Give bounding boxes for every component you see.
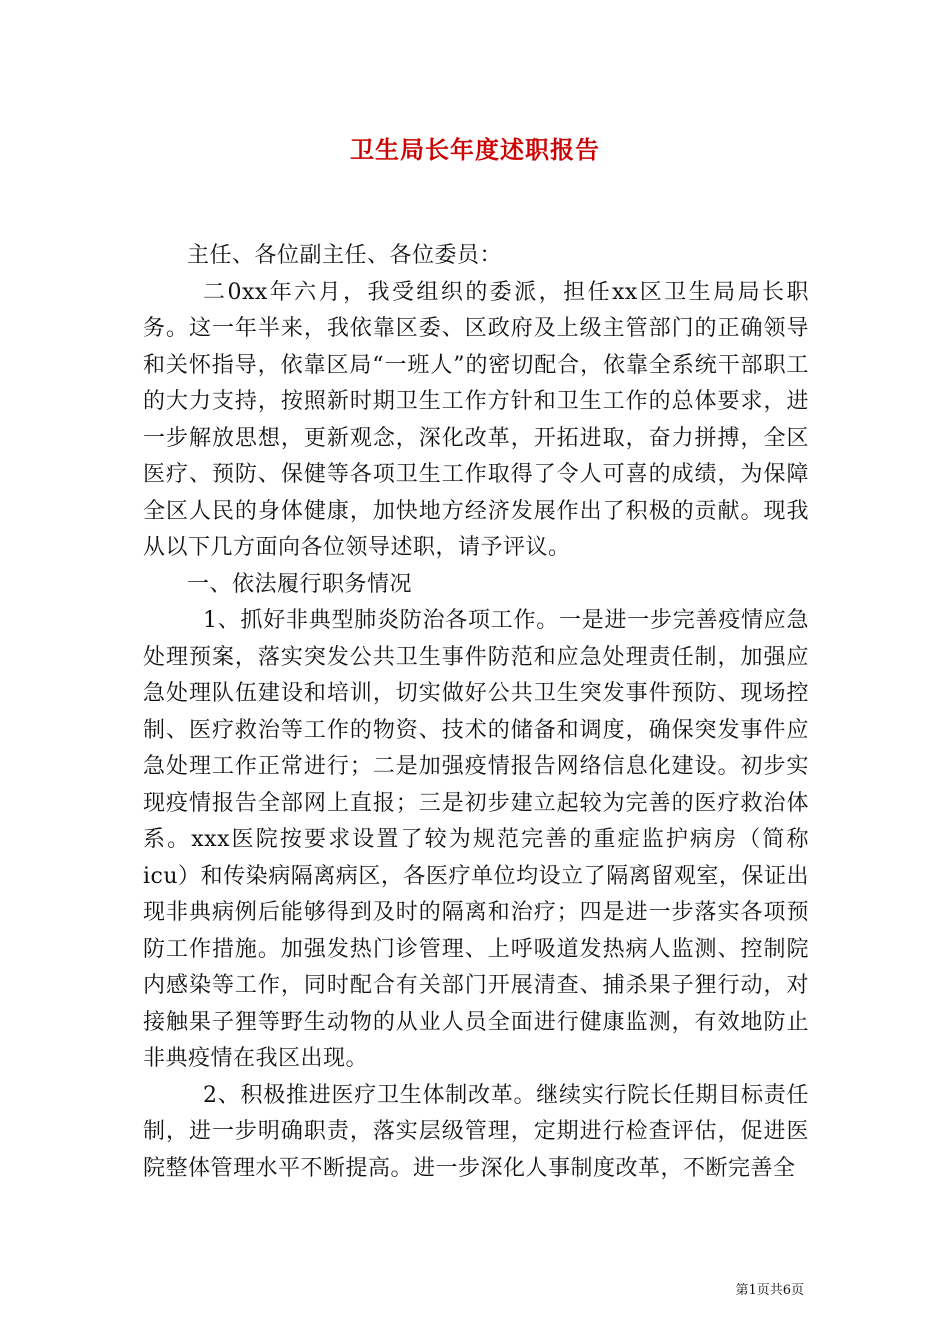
document-body	[143, 238, 809, 1187]
section-heading: 一、依法履行职务情况	[187, 571, 413, 597]
item-paragraph-2: 2、积极推进医疗卫生体制改革。继续实行院长任期目标责任制，进一步明确职责，落实层级管理，定期进行检查评估，促进医院整体管理水平不断提高。进一步深化人事制度改革，不断完善全	[143, 1082, 809, 1181]
document-title: 卫生局长年度述职报告	[350, 135, 600, 164]
item-paragraph-1: 1、抓好非典型肺炎防治各项工作。一是进一步完善疫情应急处理预案，落实突发公共卫生事件防范和应急处理责任制，加强应急处理队伍建设和培训，切实做好公共卫生突发事件预防、现场控制、医疗救治等工作的物资、技术的储备和调度，确保突发事件应急处理工作正常进行；二是加强疫情报告网络信息化建设。初步实现疫情报告全部网上直报；三是初步建立起较为完善的医疗救治体系。xxx医院按要求设置了较为规范完善的重症监护病房（简称icu）和传染病隔离病区，各医疗单位均设立了隔离留观室，保证出现非典病例后能够得到及时的隔离和治疗；四是进一步落实各项预防工作措施。加强发热门诊管理、上呼吸道发热病人监测、控制院内感染等工作，同时配合有关部门开展清查、捕杀果子狸行动，对接触果子狸等野生动物的从业人员全面进行健康监测，有效地防止非典疫情在我区出现。	[143, 608, 809, 1071]
page-footer: 第1页共6页	[735, 1283, 804, 1298]
intro-paragraph: 二0xx年六月，我受组织的委派，担任xx区卫生局局长职务。这一年半来，我依靠区委、区政府及上级主管部门的正确领导和关怀指导，依靠区局“一班人”的密切配合，依靠全系统干部职工的大力支持，按照新时期卫生工作方针和卫生工作的总体要求，进一步解放思想，更新观念，深化改革，开拓进取，奋力拼搏，全区医疗、预防、保健等各项卫生工作取得了令人可喜的成绩，为保障全区人民的身体健康，加快地方经济发展作出了积极的贡献。现我从以下几方面向各位领导述职，请予评议。	[143, 279, 809, 560]
salutation-paragraph: 主任、各位副主任、各位委员：	[187, 243, 503, 268]
